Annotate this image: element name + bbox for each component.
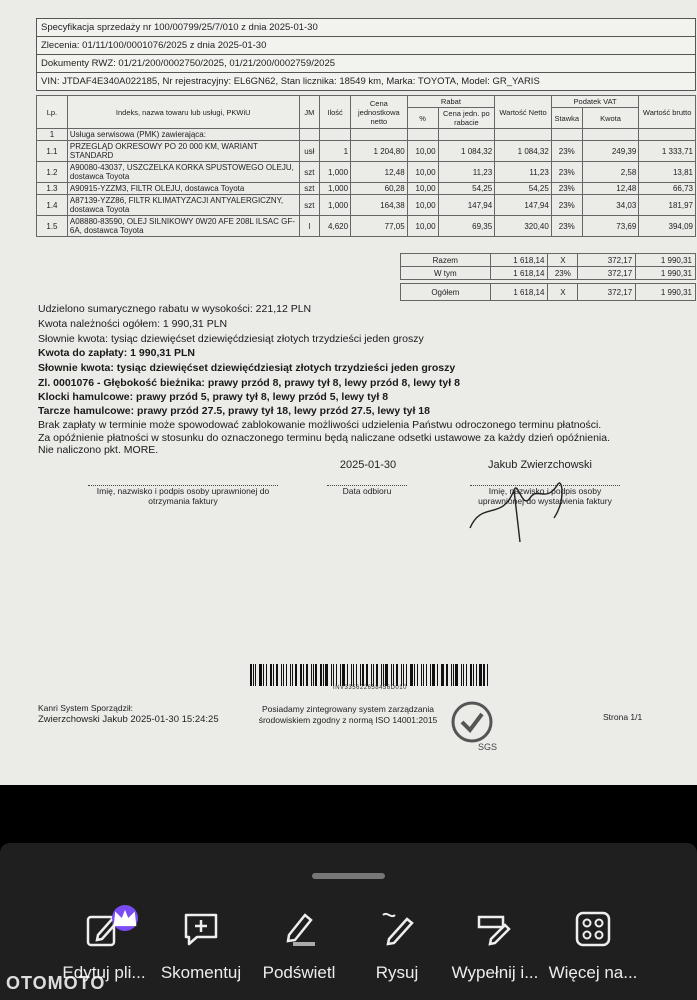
cell-rate: 23% [551,162,582,183]
wtym-amount: 372,17 [578,267,636,280]
draw-label: Rysuj [375,963,419,982]
cell-net: 147,94 [495,195,552,216]
cell-gross [639,129,696,141]
barcode-bar [455,664,457,686]
table-row [37,162,696,183]
barcode-bar [483,664,485,686]
edit-pdf-label: Edytuj pli... [62,963,146,982]
barcode-bar [426,664,428,686]
cell-pct: 10,00 [407,141,438,162]
barcode-bar [292,664,293,686]
barcode-bar [300,664,302,686]
wtym-rate: 23% [548,267,578,280]
razem-label: Razem [401,254,491,267]
cell-jm: szt [299,162,320,183]
cell-price: 60,28 [351,183,408,195]
ogolem-net: 1 618,14 [490,284,548,301]
cell-price: 77,05 [351,216,408,237]
barcode-bar [391,664,393,686]
vin-row: VIN: JTDAF4E340A022185, Nr rejestracyjny: EL6GN62, Stan licznika: 18549 km, Marka: TOYOTA, Model: GR_YARIS [37,73,696,91]
receipt-date: 2025-01-30 [339,459,397,471]
cell-gross: 66,73 [639,183,696,195]
barcode-bar [373,664,374,686]
barcode-bar [270,664,272,686]
barcode-bar [356,664,358,686]
draw-icon [377,909,417,949]
cell-amount: 73,69 [582,216,639,237]
cell-name: A90915-YZZM3, FILTR OLEJU, dostawca Toyota [67,183,299,195]
cell-amount [582,129,639,141]
footer-author: Zwierzchowski Jakub 2025-01-30 15:24:25 [38,714,219,725]
cell-qty: 1,000 [320,183,351,195]
barcode-bar [441,664,442,686]
header-lp: Lp. [37,96,68,129]
cell-disc [438,129,495,141]
cell-qty: 1,000 [320,162,351,183]
cell-pct: 10,00 [407,195,438,216]
table-row [37,195,696,216]
barcode-bar [417,664,419,686]
barcode [250,664,490,686]
cell-disc: 11,23 [438,162,495,183]
drag-handle[interactable] [312,873,385,879]
wtym-net: 1 618,14 [490,267,548,280]
cell-amount: 12,48 [582,183,639,195]
header-name: Indeks, nazwa towaru lub usługi, PKWiU [67,96,299,129]
cell-rate: 23% [551,216,582,237]
barcode-bar [381,664,382,686]
cell-net: 1 084,32 [495,141,552,162]
cell-lp: 1.2 [37,162,68,183]
barcode-bar [323,664,324,686]
cell-jm: szt [299,183,320,195]
header-gross: Wartość brutto [639,96,696,129]
more-tools-icon [573,909,613,949]
barcode-bar [453,664,454,686]
barcode-bar [487,664,488,686]
header-rate: Stawka [551,108,582,129]
spec-row: Specyfikacja sprzedaży nr 100/00799/25/7/010 z dnia 2025-01-30 [37,19,696,37]
item-rows [37,129,696,237]
table-row [37,129,696,141]
barcode-bar [470,664,472,686]
tread-depth-note: Zl. 0001076 - Głębokość bieżnika: prawy przód 8, prawy tył 8, lewy przód 8, lewy tył 8 [38,377,460,389]
header-disc-price: Cena jedn. po rabacie [438,108,495,129]
cell-name: Usługa serwisowa (PMK) zawierająca: [67,129,299,141]
cell-net [495,129,552,141]
barcode-bar [320,664,322,686]
amount-words-bold-note: Słownie kwota: tysiąc dziewięćset dziewięćdziesiąt złotych trzydzieści jeden groszy [38,362,456,374]
barcode-bar [281,664,282,686]
cell-rate: 23% [551,183,582,195]
ogolem-gross: 1 990,31 [636,284,696,301]
cell-lp: 1.4 [37,195,68,216]
table-row [37,141,696,162]
ogolem-label: Ogółem [401,284,491,301]
items-table [36,95,696,237]
barcode-bar [306,664,308,686]
barcode-bar [325,664,327,686]
barcode-bar [311,664,312,686]
razem-net: 1 618,14 [490,254,548,267]
highlight-button[interactable] [243,909,355,983]
cell-pct [407,129,438,141]
cell-qty [320,129,351,141]
cell-price: 1 204,80 [351,141,408,162]
cell-pct: 10,00 [407,162,438,183]
cell-jm: l [299,216,320,237]
barcode-bar [259,664,261,686]
cell-name: A90080-43037, USZCZELKA KORKA SPUSTOWEGO OLEJU, dostawca Toyota [67,162,299,183]
cell-disc: 54,25 [438,183,495,195]
cell-qty: 1 [320,141,351,162]
cell-lp: 1.3 [37,183,68,195]
barcode-bar [266,664,268,686]
barcode-bar [463,664,465,686]
barcode-bar [276,664,278,686]
cell-pct: 10,00 [407,183,438,195]
barcode-bar [313,664,314,686]
barcode-bar [410,664,412,686]
barcode-bar [273,664,274,686]
cell-lp: 1.5 [37,216,68,237]
cell-lp: 1.1 [37,141,68,162]
barcode-bar [347,664,349,686]
cell-qty: 4,620 [320,216,351,237]
premium-crown-icon [112,905,138,931]
barcode-bar [473,664,474,686]
amount-to-pay-note: Kwota do zapłaty: 1 990,31 PLN [38,347,195,359]
cell-jm [299,129,320,141]
barcode-bar [466,664,467,686]
cell-rate: 23% [551,141,582,162]
interest-note: Za opóźnienie płatności w stosunku do oznaczonego terminu będą naliczane odsetki ustawowe za każdy dzień opóźnienia. [38,432,611,444]
cell-gross: 181,97 [639,195,696,216]
header-net: Wartość Netto [495,96,552,129]
totals-ogolem [400,283,696,301]
rwz-row: Dokumenty RWZ: 01/21/200/0002750/2025, 01/21/200/0002759/2025 [37,55,696,73]
barcode-bar [476,664,477,686]
razem-gross: 1 990,31 [636,254,696,267]
barcode-bar [351,664,352,686]
cell-pct: 10,00 [407,216,438,237]
recipient-signature-label: Imię, nazwisko i podpis osoby uprawnionej do otrzymania faktury [88,485,278,506]
issuer-name: Jakub Zwierzchowski [488,459,592,471]
sgs-text: SGS [478,742,498,752]
more-tools-button[interactable] [537,909,649,983]
fill-sign-label: Wypełnij i... [451,963,539,982]
barcode-bar [253,664,254,686]
barcode-bar [406,664,408,686]
wtym-label: W tym [401,267,491,280]
barcode-bar [401,664,402,686]
cell-name: A08880-83590, OLEJ SILNIKOWY 0W20 AFE 208L ILSAC GF-6A, dostawca Toyota [67,216,299,237]
barcode-bar [283,664,284,686]
barcode-bar [333,664,335,686]
cell-disc: 147,94 [438,195,495,216]
barcode-bar [295,664,297,686]
document-header [36,18,696,91]
ogolem-amount: 372,17 [578,284,636,301]
table-row [37,183,696,195]
barcode-bar [303,664,304,686]
barcode-bar [479,664,481,686]
total-due-note: Kwota należności ogółem: 1 990,31 PLN [38,318,228,330]
cell-amount: 249,39 [582,141,639,162]
receipt-date-label: Data odbioru [327,485,407,496]
razem-rate: X [548,254,578,267]
table-row [37,216,696,237]
barcode-bar [437,664,438,686]
cell-gross: 13,81 [639,162,696,183]
footer-system: Kanri System Sporządził: [38,703,133,713]
razem-amount: 372,17 [578,254,636,267]
barcode-bar [290,664,291,686]
cell-price: 164,38 [351,195,408,216]
barcode-bar [331,664,332,686]
handwritten-signature [462,470,582,546]
barcode-bar [340,664,341,686]
footer-iso: Posiadamy zintegrowany system zarządzania środowiskiem zgodny z normą ISO 14001:2015 [258,704,438,725]
cell-rate: 23% [551,195,582,216]
barcode-bar [430,664,431,686]
barcode-bar [385,664,387,686]
cell-price [351,129,408,141]
issuer-signature-label: Imię, nazwisko i podpis osoby uprawnionej do wystawienia faktury [470,485,620,506]
cell-name: A87139-YZZ86, FILTR KLIMATYZACJI ANTYALERGICZNY, dostawca Toyota [67,195,299,216]
cell-net: 320,40 [495,216,552,237]
cell-name: PRZEGLĄD OKRESOWY PO 20 000 KM, WARIANT STANDARD [67,141,299,162]
wtym-gross: 1 990,31 [636,267,696,280]
cell-lp: 1 [37,129,68,141]
cell-net: 54,25 [495,183,552,195]
barcode-bar [461,664,462,686]
footer-page: Strona 1/1 [603,712,643,722]
header-unit-price: Cena jednostkowa netto [351,96,408,129]
barcode-bar [250,664,252,686]
barcode-bar [414,664,415,686]
sgs-logo-icon [448,700,502,754]
barcode-bar [403,664,404,686]
brake-discs-note: Tarcze hamulcowe: prawy przód 27.5, prawy tył 18, lewy przód 27.5, lewy tył 18 [38,405,430,417]
totals-razem-wtym [400,253,696,280]
more-tools-label: Więcej na... [548,963,638,982]
brake-pads-note: Klocki hamulcowe: prawy przód 5, prawy tył 8, lewy przód 5, lewy tył 8 [38,391,389,403]
cell-qty: 1,000 [320,195,351,216]
cell-rate [551,129,582,141]
fill-sign-icon [475,909,515,949]
order-row: Zlecenia: 01/11/100/0001076/2025 z dnia 2025-01-30 [37,37,696,55]
barcode-bar [376,664,378,686]
draw-button[interactable] [341,909,453,983]
barcode-bar [446,664,448,686]
comment-icon [181,909,221,949]
barcode-bar [336,664,337,686]
highlight-icon [279,909,319,949]
otomoto-watermark: OTOMOTO [6,973,106,993]
comment-button[interactable] [145,909,257,983]
barcode-bar [366,664,368,686]
cell-gross: 394,09 [639,216,696,237]
more-points-note: Nie naliczono pkt. MORE. [38,444,159,456]
barcode-bar [362,664,364,686]
barcode-bar [286,664,288,686]
barcode-bar [383,664,384,686]
highlight-label: Podświetl [262,963,336,982]
cell-jm: szt [299,195,320,216]
header-jm: JM [299,96,320,129]
edit-pdf-button[interactable] [48,909,160,983]
cell-jm: usł [299,141,320,162]
barcode-bar [451,664,452,686]
cell-disc: 69,35 [438,216,495,237]
barcode-bar [421,664,422,686]
cell-amount: 2,58 [582,162,639,183]
barcode-bar [432,664,434,686]
cell-net: 11,23 [495,162,552,183]
barcode-bar [371,664,372,686]
barcode-bar [360,664,361,686]
header-pct: % [407,108,438,129]
header-qty: Ilość [320,96,351,129]
barcode-bar [353,664,354,686]
cell-amount: 34,03 [582,195,639,216]
header-rabat: Rabat [407,96,495,108]
barcode-bar [255,664,256,686]
barcode-bar [342,664,344,686]
header-vat: Podatek VAT [551,96,639,108]
cell-price: 12,48 [351,162,408,183]
barcode-text: INV335622658456D010 [333,685,407,691]
comment-label: Skomentuj [160,963,242,982]
barcode-bar [442,664,444,686]
barcode-bar [315,664,317,686]
ogolem-rate: X [548,284,578,301]
barcode-bar [423,664,424,686]
cell-disc: 1 084,32 [438,141,495,162]
discount-note: Udzielono sumarycznego rabatu w wysokości: 221,12 PLN [38,303,312,315]
amount-words-note: Słownie kwota: tysiąc dziewięćset dziewięćdziesiąt złotych trzydzieści jeden groszy [38,333,424,345]
fill-sign-button[interactable] [439,909,551,983]
barcode-bar [393,664,394,686]
header-amount: Kwota [582,108,639,129]
barcode-bar [263,664,264,686]
barcode-bar [396,664,398,686]
payment-warning-note: Brak zapłaty w terminie może spowodować zablokowanie możliwości udzielenia Państwu odroczonego terminu płatności. [38,419,602,431]
cell-gross: 1 333,71 [639,141,696,162]
